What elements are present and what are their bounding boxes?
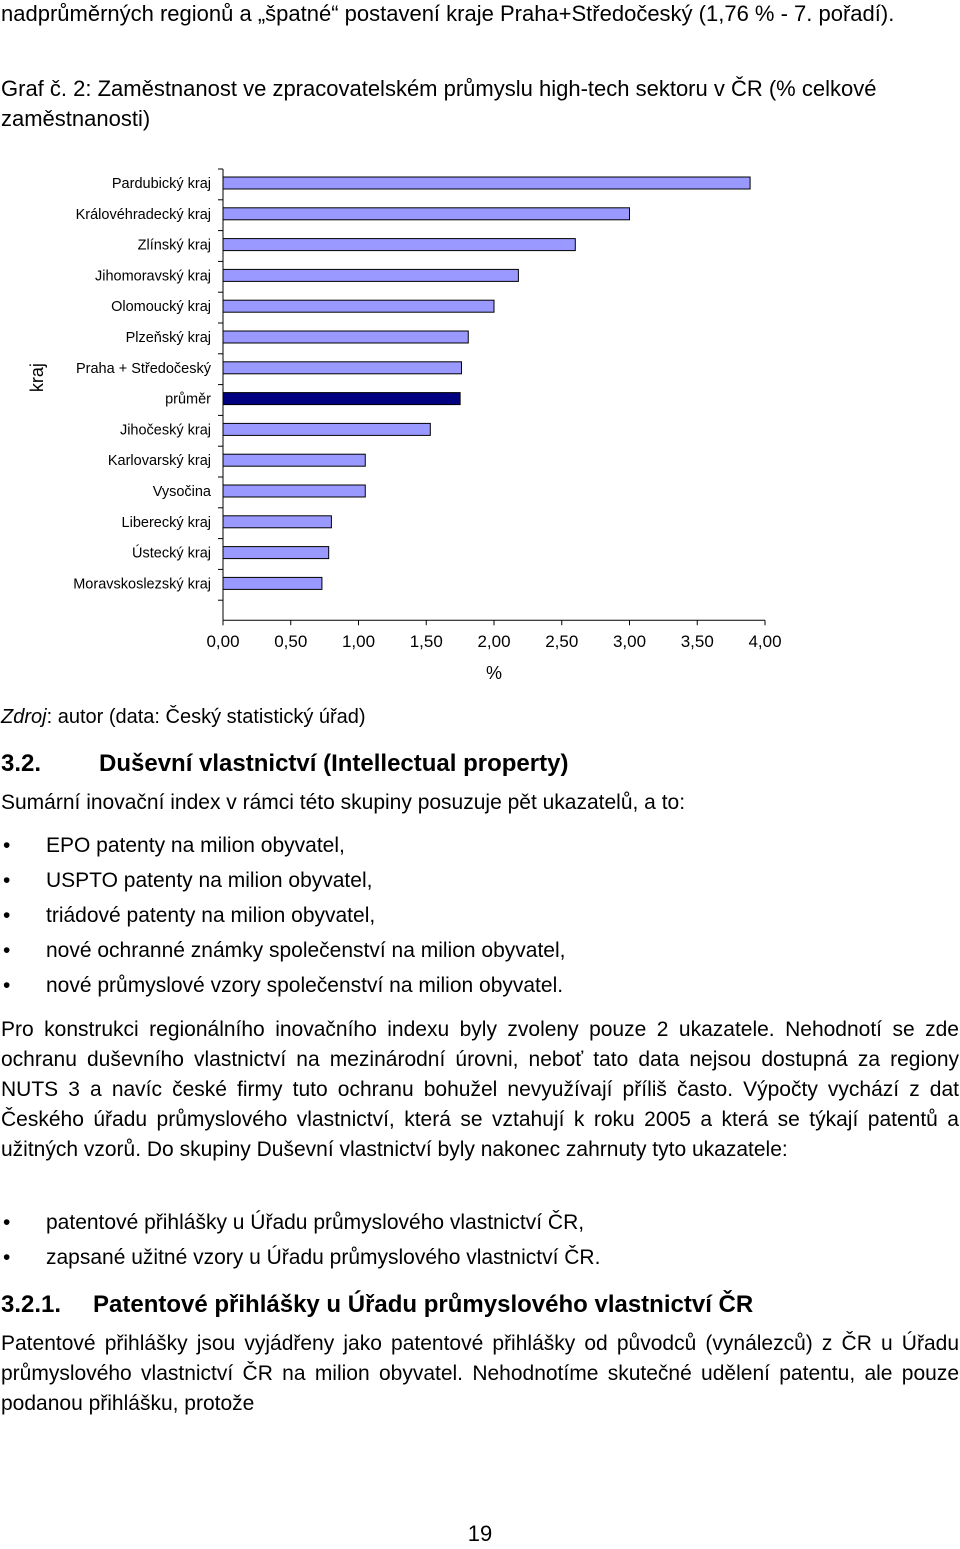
list-item: • nové ochranné známky společenství na milion obyvatel, (0, 936, 565, 971)
bar-4 (223, 269, 518, 281)
y-axis-label: kraj (27, 363, 47, 393)
bar-2 (223, 208, 630, 220)
bullet-icon: • (3, 904, 11, 927)
bar-13 (223, 547, 329, 559)
category-label: Praha + Středočeský (75, 360, 211, 377)
section-title: Patentové přihlášky u Úřadu průmyslového vlastnictví ČR (93, 1291, 754, 1318)
category-label: Zlínský kraj (137, 237, 211, 254)
category-label: Pardubický kraj (111, 176, 211, 192)
bar-chart (0, 160, 960, 680)
category-label: průměr (165, 391, 211, 408)
category-label: Královéhradecký kraj (75, 206, 211, 223)
bar-5 (223, 300, 494, 312)
category-label: Jihomoravský kraj (94, 268, 211, 285)
indicator-list (0, 831, 565, 1006)
bullet-icon: • (3, 869, 11, 892)
x-tick-label: 1,50 (409, 632, 443, 652)
bullet-icon: • (3, 1246, 11, 1269)
intro-paragraph: nadprůměrných regionů a „špatné“ postavení kraje Praha+Středočeský (1,76 % - 7. pořadí). (1, 1, 895, 26)
bar-3 (223, 239, 575, 251)
list-item: • USPTO patenty na milion obyvatel, (0, 866, 565, 901)
bullet-icon: • (3, 974, 11, 997)
bullet-icon: • (3, 1211, 11, 1234)
bar-7 (223, 362, 461, 374)
list-item: • triádové patenty na milion obyvatel, (0, 901, 565, 936)
chart-source (1, 703, 366, 731)
source-label: Zdroj (1, 706, 47, 728)
section-number: 3.2. (1, 750, 42, 777)
x-tick-label: 3,00 (612, 632, 647, 652)
list-item: • EPO patenty na milion obyvatel, (0, 831, 565, 866)
bullet-icon: • (3, 939, 11, 962)
x-tick-label: 0,00 (206, 632, 240, 652)
category-label: Vysočina (152, 484, 211, 500)
x-axis-label: % (485, 663, 503, 680)
x-tick-label: 2,00 (477, 632, 511, 652)
x-tick-label: 3,50 (680, 632, 714, 652)
category-label: Liberecký kraj (121, 514, 211, 531)
bullet-icon: • (3, 834, 11, 857)
figure-caption: Graf č. 2: Zaměstnanost ve zpracovatelském průmyslu high-tech sektoru v ČR (% celkové zaměstnanosti) (1, 76, 877, 131)
x-tick-label: 2,50 (545, 632, 579, 652)
source-text: : autor (data: Český statistický úřad) (46, 706, 366, 728)
list-item: • patentové přihlášky u Úřadu průmyslového vlastnictví ČR, (0, 1208, 600, 1243)
bar-8 (223, 393, 460, 405)
category-label: Olomoucký kraj (111, 299, 211, 316)
selected-indicator-list (0, 1208, 600, 1278)
category-label: Jihočeský kraj (119, 422, 211, 439)
bar-1 (223, 177, 750, 189)
x-tick-label: 4,00 (748, 632, 782, 652)
bar-11 (223, 485, 365, 497)
intro-sentence: Sumární inovační index v rámci této skupiny posuzuje pět ukazatelů, a to: (1, 791, 686, 814)
bar-12 (223, 516, 331, 528)
category-label: Ústecký kraj (132, 545, 211, 562)
category-label: Karlovarský kraj (107, 453, 211, 470)
page-number: 19 (467, 1521, 493, 1546)
bar-9 (223, 423, 430, 435)
bar-14 (223, 577, 322, 589)
category-label: Plzeňský kraj (125, 330, 211, 346)
section-title: Duševní vlastnictví (Intellectual property) (99, 750, 569, 777)
list-item: • nové průmyslové vzory společenství na milion obyvatel. (0, 971, 565, 1006)
bar-10 (223, 454, 365, 466)
x-tick-label: 1,00 (341, 632, 376, 652)
bar-chart-svg (0, 160, 960, 680)
last-paragraph: Patentové přihlášky jsou vyjádřeny jako patentové přihlášky od původců (vynálezců) z ČR u Úřadu průmyslového vlastnictví ČR na milion obyvatel. Nehodnotíme skutečné udělení patentu, ale pouze podanou přihlášku, protože (1, 1332, 959, 1415)
bar-6 (223, 331, 468, 343)
section-number: 3.2.1. (1, 1291, 62, 1318)
section-heading-3-2-1 (1, 1289, 753, 1321)
section-heading-3-2 (1, 748, 568, 780)
list-item: • zapsané užitné vzory u Úřadu průmyslového vlastnictví ČR. (0, 1243, 600, 1278)
category-label: Moravskoslezský kraj (73, 576, 211, 593)
body-paragraph: Pro konstrukci regionálního inovačního indexu byly zvoleny pouze 2 ukazatele. Nehodnotí se zde ochranu duševního vlastnictví na mezinárodní úrovni, neboť tato data nejsou dostupná za regiony NUTS 3 a navíc české firmy tuto ochranu bohužel nevyužívají příliš často. Výpočty vychází z dat Českého úřadu průmyslového vlastnictví, která se vztahují k roku 2005 a která se týkají patentů a užitných vzorů. Do skupiny Duševní vlastnictví byly nakonec zahrnuty tyto ukazatele: (1, 1018, 959, 1161)
x-tick-label: 0,50 (274, 632, 308, 652)
